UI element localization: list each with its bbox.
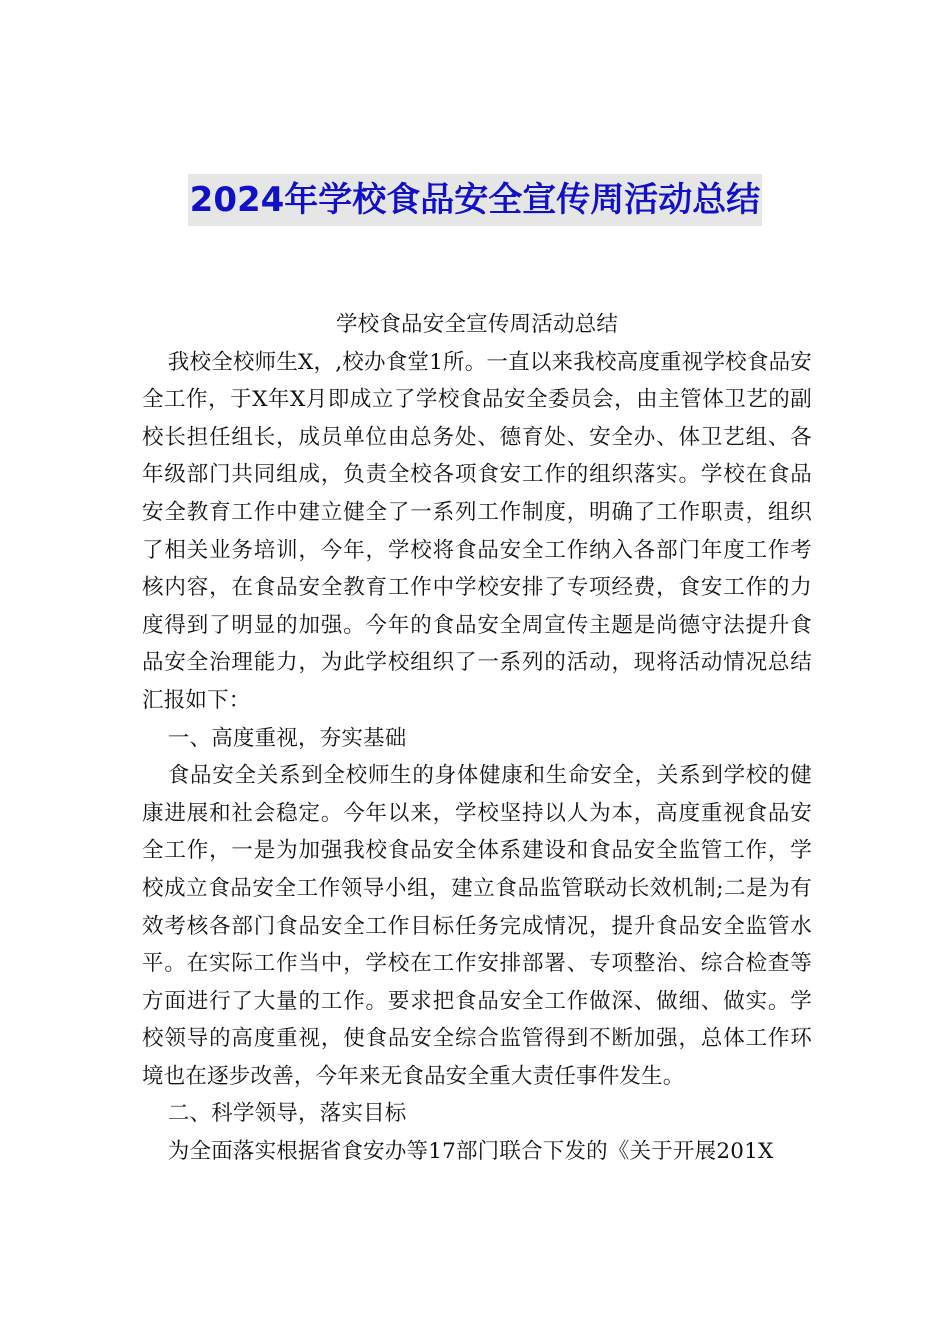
paragraph-section-2: 为全面落实根据省食安办等17部门联合下发的《关于开展201X [167, 1139, 774, 1165]
document-title [0, 174, 950, 226]
paragraph-intro: 我校全校师生X，,校办食堂1所。一直以来我校高度重视学校食品安全工作，于X年X月即成立了学校食品安全委员会，由主管体卫艺的副校长担任组长，成员单位由总务处、德育处、安全办、体卫艺组、各年级部门共同组成，负责全校各项食安工作的组织落实。学校在食品安全教育工作中建立健全了一系列工作制度，明确了工作职责，组织了相关业务培训，今年，学校将食品安全工作纳入各部门年度工作考核内容，在食品安全教育工作中学校安排了专项经费，食安工作的力度得到了明显的加强。今年的食品安全周宣传主题是尚德守法提升食品安全治理能力，为此学校组织了一系列的活动，现将活动情况总结汇报如下： [142, 349, 812, 713]
paragraph-section-1: 食品安全关系到全校师生的身体健康和生命安全，关系到学校的健康进展和社会稳定。今年以来，学校坚持以人为本，高度重视食品安全工作，一是为加强我校食品安全体系建设和食品安全监管工作，学校成立食品安全工作领导小组，建立食品监管联动长效机制;二是为有效考核各部门食品安全工作目标任务完成情况，提升食品安全监管水平。在实际工作当中，学校在工作安排部署、专项整治、综合检查等方面进行了大量的工作。要求把食品安全工作做深、做细、做实。学校领导的高度重视，使食品安全综合监管得到不断加强，总体工作环境也在逐步改善，今年来无食品安全重大责任事件发生。 [142, 763, 812, 1089]
section-heading-2: 二、科学领导，落实目标 [167, 1101, 407, 1127]
document-title-text: 2024年学校食品安全宣传周活动总结 [188, 174, 763, 226]
document-body [142, 306, 812, 1171]
document-subtitle: 学校食品安全宣传周活动总结 [335, 312, 619, 337]
section-heading-1: 一、高度重视，夯实基础 [167, 725, 407, 751]
